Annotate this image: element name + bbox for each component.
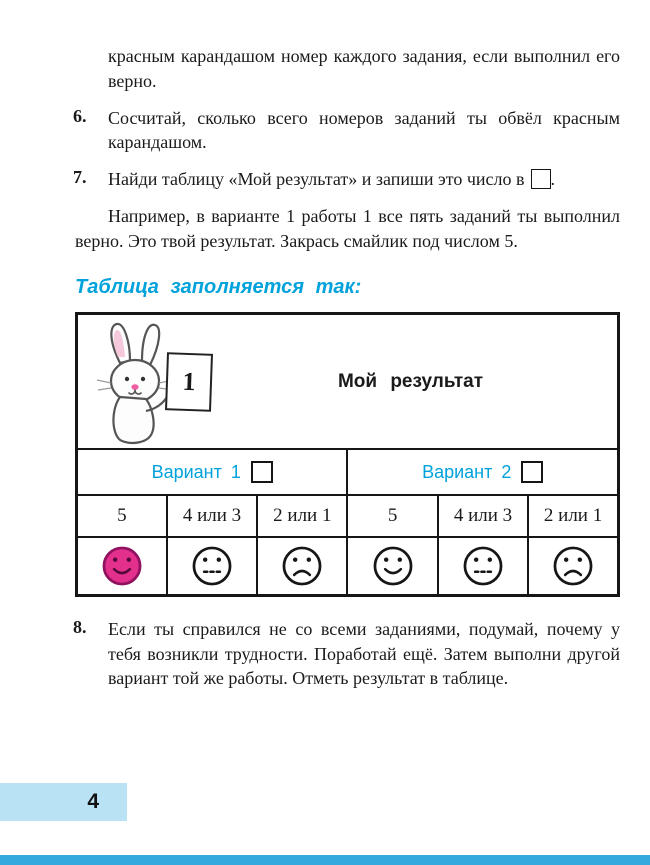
- task-item-7: [75, 167, 620, 192]
- score-cell: 5: [77, 495, 167, 537]
- smiley-cell[interactable]: [347, 537, 437, 595]
- page-number-bar: [0, 783, 127, 821]
- result-card: [165, 352, 213, 412]
- answer-box[interactable]: [531, 169, 551, 189]
- table-header-content: [78, 319, 617, 445]
- smiley-cell[interactable]: [257, 537, 347, 595]
- table-title: Мой результат: [337, 370, 484, 392]
- task-number: 8.: [73, 616, 87, 637]
- task-text: [108, 167, 620, 192]
- example-paragraph: Например, в варианте 1 работы 1 все пять заданий ты выполнил верно. Это твой результат. Закрась смайлик под числом 5.: [75, 206, 620, 251]
- table-section-heading: Таблица заполняется так:: [75, 275, 362, 298]
- intro-paragraph: красным карандашом номер каждого задания, если выполнил его верно.: [108, 46, 620, 91]
- task-number: 7.: [73, 167, 87, 188]
- task-text: Сосчитай, сколько всего номеров заданий ты обвёл красным карандашом.: [108, 107, 620, 153]
- table-header-row: [77, 313, 619, 449]
- smiley-row: [77, 537, 619, 595]
- task-item-8: [75, 617, 620, 691]
- variant-2-checkbox[interactable]: [521, 461, 543, 483]
- variant-row: [77, 449, 619, 495]
- smiley-cell[interactable]: [528, 537, 618, 595]
- score-cell: 4 или 3: [167, 495, 257, 537]
- task-text-segment: Найди таблицу «Мой результат» и запиши это число в: [108, 169, 525, 190]
- task-item-6: [75, 106, 620, 156]
- task-text-punctuation: .: [550, 169, 556, 190]
- variant-1-checkbox[interactable]: [251, 461, 273, 483]
- smiley-cell[interactable]: [438, 537, 528, 595]
- table-header-cell: [77, 313, 619, 449]
- smiley-face[interactable]: [101, 545, 143, 587]
- result-table: [75, 312, 620, 597]
- score-cell: 5: [347, 495, 437, 537]
- smiley-face[interactable]: [552, 545, 594, 587]
- score-row: [77, 495, 619, 537]
- variant-1-label: Вариант 1: [151, 462, 241, 483]
- smiley-face[interactable]: [462, 545, 504, 587]
- smiley-face[interactable]: [372, 545, 414, 587]
- smiley-cell[interactable]: [167, 537, 257, 595]
- smiley-face[interactable]: [281, 545, 323, 587]
- task-text: Если ты справился не со всеми заданиями, подумай, почему у тебя возникли трудности. Поработай ещё. Затем выполни другой вариант той же работы. Отметь результат в таблице.: [108, 618, 620, 689]
- task-number: 6.: [73, 105, 87, 126]
- variant-2-label: Вариант 2: [422, 462, 512, 483]
- page-number: 4: [87, 790, 99, 813]
- result-card-number: 1: [182, 366, 197, 396]
- smiley-cell[interactable]: [77, 537, 167, 595]
- score-cell: 2 или 1: [528, 495, 618, 537]
- smiley-face[interactable]: [191, 545, 233, 587]
- variant-2-cell: [347, 449, 618, 495]
- variant-1-cell: [77, 449, 348, 495]
- score-cell: 2 или 1: [257, 495, 347, 537]
- bottom-decor-strip: [0, 855, 650, 865]
- score-cell: 4 или 3: [438, 495, 528, 537]
